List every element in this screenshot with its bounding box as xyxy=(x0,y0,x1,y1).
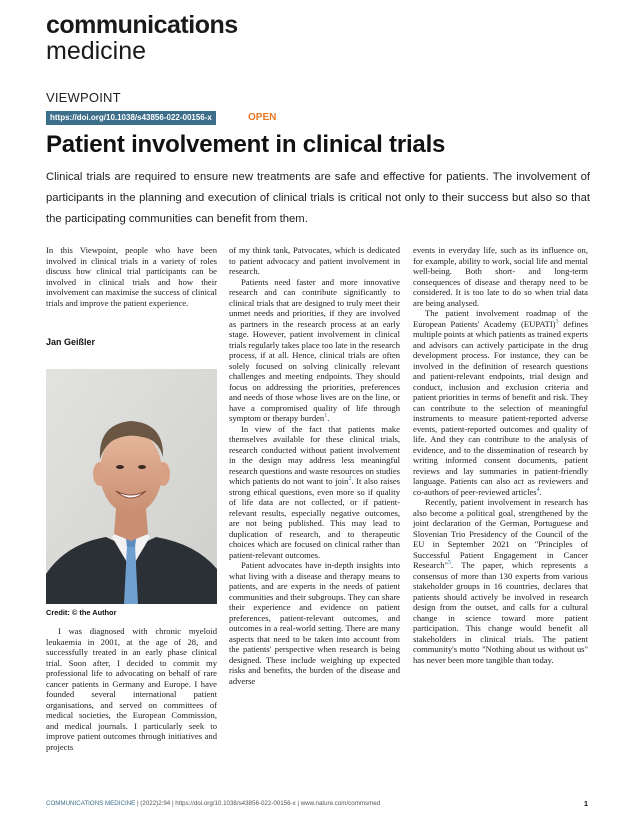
body-paragraph: I was diagnosed with chronic myeloid leukaemia in 2001, at the age of 28, and successfully treated in an early phase clinical trial. Soon after, I decided to commit my professional life to advocating on behalf of rare cancer patients in Germany and Europe. I have founded several international patient organisations, and served on committees of medical societies, the European Commission, and medical journals. I particularly seek to improve patient outcomes through initiatives and projects xyxy=(46,626,217,752)
reference-link[interactable]: 4 xyxy=(536,486,540,493)
doi-link[interactable]: https://doi.org/10.1038/s43856-022-00156-x xyxy=(46,111,216,125)
article-title: Patient involvement in clinical trials xyxy=(46,131,446,158)
body-paragraph: In view of the fact that patients make themselves available for these clinical trials, research conducted without patient involvement in the design may address less meaningful research questions and waste resources on studies which patients do not want to join$^2$. It also raises strong ethical questions, even more so if quality of life data are not collected, or if patient-relevant results, especially negative outcomes, are not being published. This may lead to duplication of research, and to therapeutic choices which are focused on clinical rather than patient-relevant outcomes. xyxy=(229,423,400,560)
journal-name-line2: medicine xyxy=(46,37,147,65)
journal-name-line1: communications xyxy=(46,11,238,39)
body-paragraph: Patients need faster and more innovative research and can contribute significantly to clinical trials that are designed to truly meet their unmet needs and priorities, if they are involved as partners in the research process at an early stage. However, patient involvement in clinical trials regularly takes place too late in the research process, if at all. Hence, clinical trials are often solely focused on solving clinically relevant challenges and meeting endpoints. They should focus on addressing the priorities, preferences and needs of those whose lives are on the line, or have a compromised quality of life through symptom or therapy burden$^1$. xyxy=(229,276,400,423)
body-paragraph: The patient involvement roadmap of the European Patients' Academy (EUPATI)$^3$ defines multiple points at which patients as trained experts and advisors can actively participate in the drug development process. For instance, they can be involved in the definition of research questions and patient-relevant endpoints, trial design and conduct, inclusion and exclusion criteria and patient priorities in terms of benefit and risk. They can contribute to the selection of meaningful instruments to measure patient-reported adverse events, patient-reported outcomes and quality of life. And they can contribute to the analysis of evidence, and to the dissemination of research by writing informed consent documents, patient reviews and lay summaries in patient-friendly language. Patients can also act as reviewers and co-authors of peer-reviewed articles$^4$. xyxy=(413,308,589,497)
reference-link[interactable]: 2 xyxy=(348,476,352,483)
column-1-body xyxy=(46,626,217,752)
body-paragraph: Recently, patient involvement in research has also become a political goal, strengthened by the joint declaration of the German, Portuguese and Slovenian Trio Presidency of the Council of the EU in September 2021 on "Principles of Successful Patient Engagement in Cancer Research"$^5$. The paper, which represents a consensus of more than 130 experts from various stakeholder groups in 16 countries, declares that patients should actively be involved in research design from the outset, and calls for a cultural change in science toward more patient participation. This change would benefit all stakeholders in clinical trials. The patient community's motto "Nothing about us without us" has never been more tangible than today. xyxy=(413,497,588,665)
photo-credit: Credit: © the Author xyxy=(46,608,117,617)
journal-logo xyxy=(46,13,238,64)
body-paragraph: of my think tank, Patvocates, which is dedicated to patient advocacy and patient involvement in research. xyxy=(229,245,400,276)
footer-citation: | (2022)2:94 | https://doi.org/10.1038/s43856-022-00156-x | www.nature.com/commsmed xyxy=(135,800,381,807)
reference-link[interactable]: 5 xyxy=(448,560,452,567)
body-paragraph: Patient advocates have in-depth insights into what living with a disease and therapy means to patients, and are experts in the needs of patient communities and their subgroups. They can share their experience and evidence on patient preferences, patient-relevant outcomes, and outcomes in a real-world setting. There are many aspects that need to be taken into account from the patients' perspective when research is being designed. These include weighing up expected risks and benefits, the burden of the disease and adverse xyxy=(229,560,400,686)
standfirst: Clinical trials are required to ensure new treatments are safe and effective for patients. The involvement of participants in the planning and execution of clinical trials is critical not only to their success but also so that the participating communities can benefit from them. xyxy=(46,171,590,225)
intro-paragraph: In this Viewpoint, people who have been involved in clinical trials in a variety of roles discuss how clinical trial participants can be involved in clinical trials and how their involvement can maximise the success of clinical trials and improve the patient experience. xyxy=(46,245,217,308)
body-paragraph: events in everyday life, such as its influence on, for example, ability to work, social life and mental well-being. Both short- and long-term consequences of disease and therapy need to be considered. It is too late to do so when trial data are being analysed. xyxy=(413,245,588,308)
reference-link[interactable]: 1 xyxy=(324,413,328,420)
article-type: VIEWPOINT xyxy=(46,90,121,105)
footer-journal: COMMUNICATIONS MEDICINE xyxy=(46,800,136,807)
column-1-intro xyxy=(46,245,217,308)
page-number: 1 xyxy=(583,799,588,808)
open-access-label: OPEN xyxy=(248,112,277,123)
column-2 xyxy=(229,245,400,686)
column-3 xyxy=(413,245,588,665)
author-name: Jan Geißler xyxy=(46,337,96,347)
author-photo xyxy=(46,369,217,604)
page-footer xyxy=(46,800,588,807)
reference-link[interactable]: 3 xyxy=(555,318,559,325)
